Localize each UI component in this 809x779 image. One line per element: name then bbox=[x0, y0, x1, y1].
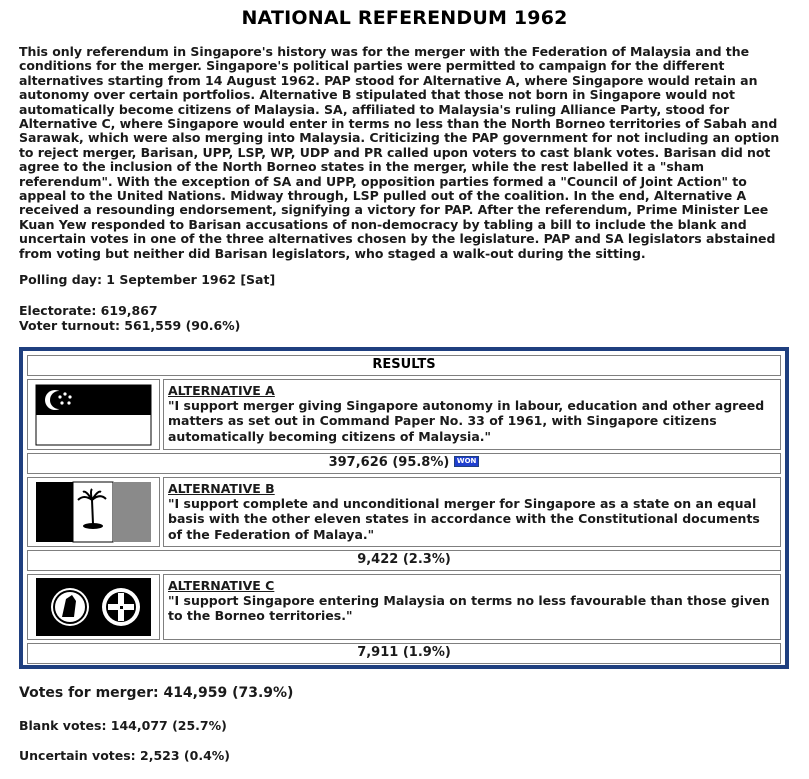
page-title: NATIONAL REFERENDUM 1962 bbox=[241, 7, 568, 29]
won-badge: WON bbox=[454, 456, 480, 467]
votes-for-merger: Votes for merger: 414,959 (73.9%) bbox=[19, 685, 294, 701]
alternative-a-votes: 397,626 (95.8%) bbox=[328, 455, 450, 470]
alternative-b-description bbox=[163, 477, 781, 547]
alternative-c-text: "I support Singapore entering Malaysia on terms no less favourable than those given to the Borneo territories." bbox=[168, 593, 770, 624]
alternative-c-flag-cell bbox=[27, 574, 160, 640]
alternative-b-text: "I support complete and unconditional merger for Singapore as a state on an equal basis with the other eleven states in accordance with the Constitutional documents of the Federation of Malaya." bbox=[168, 496, 760, 542]
alternative-b-name: ALTERNATIVE B bbox=[168, 481, 275, 496]
results-heading: RESULTS bbox=[27, 355, 781, 376]
alternative-a-flag-cell bbox=[27, 379, 160, 450]
alternative-c-votes: 7,911 (1.9%) bbox=[357, 645, 451, 660]
blank-votes: Blank votes: 144,077 (25.7%) bbox=[19, 718, 227, 733]
alternative-b-flag-cell bbox=[27, 477, 160, 547]
results-table bbox=[19, 347, 789, 669]
alternative-c-votes-cell bbox=[27, 643, 781, 664]
singapore-flag-icon bbox=[28, 380, 159, 449]
borneo-crests-flag-icon bbox=[28, 575, 159, 639]
uncertain-votes: Uncertain votes: 2,523 (0.4%) bbox=[19, 748, 231, 763]
alternative-a-name: ALTERNATIVE A bbox=[168, 383, 275, 398]
electorate: Electorate: 619,867 bbox=[19, 303, 158, 318]
alternative-b-votes: 9,422 (2.3%) bbox=[357, 552, 451, 567]
alternative-a-votes-cell bbox=[27, 453, 781, 474]
polling-day: Polling day: 1 September 1962 [Sat] bbox=[19, 272, 276, 287]
voter-turnout: Voter turnout: 561,559 (90.6%) bbox=[19, 318, 241, 333]
alternative-a-text: "I support merger giving Singapore autonomy in labour, education and other agreed matters as set out in Command Paper No. 33 of 1961, with Singapore citizens automatically becoming citizens of Malaysia." bbox=[168, 398, 765, 444]
alternative-b-votes-cell bbox=[27, 550, 781, 571]
alternative-c-name: ALTERNATIVE C bbox=[168, 578, 275, 593]
alternative-c-description bbox=[163, 574, 781, 640]
palm-tree-flag-icon bbox=[28, 478, 159, 546]
intro-paragraph: This only referendum in Singapore's history was for the merger with the Federation of Malaysia and the conditions for the merger. Singapore's political parties were permitted to campaign for the different alternatives starting from 14 August 1962. PAP stood for Alternative A, where Singapore would retain an autonomy over certain portfolios. Alternative B stipulated that those not born in Singapore would not automatically become citizens of Malaysia. SA, affiliated to Malaysia's ruling Alliance Party, stood for Alternative C, where Singapore would enter in terms no less than the North Borneo territories of Sabah and Sarawak, which were also merging into Malaysia. Criticizing the PAP government for not including an option to reject merger, Barisan, UPP, LSP, WP, UDP and PR called upon voters to cast blank votes. Barisan did not agree to the inclusion of the North Borneo states in the merger, while the rest labelled it a "sham referendum". With the exception of SA and UPP, opposition parties formed a "Council of Joint Action" to appeal to the United Nations. Midway through, LSP pulled out of the coalition. In the end, Alternative A received a resounding endorsement, signifying a victory for PAP. After the referendum, Prime Minister Lee Kuan Yew responded to Barisan accusations of non-democracy by tabling a bill to include the blank and uncertain votes in one of the three alternatives chosen by the legislature. PAP and SA legislators abstained from voting but neither did Barisan legislators, who staged a walk-out during the sitting. bbox=[19, 44, 780, 261]
alternative-a-description bbox=[163, 379, 781, 450]
